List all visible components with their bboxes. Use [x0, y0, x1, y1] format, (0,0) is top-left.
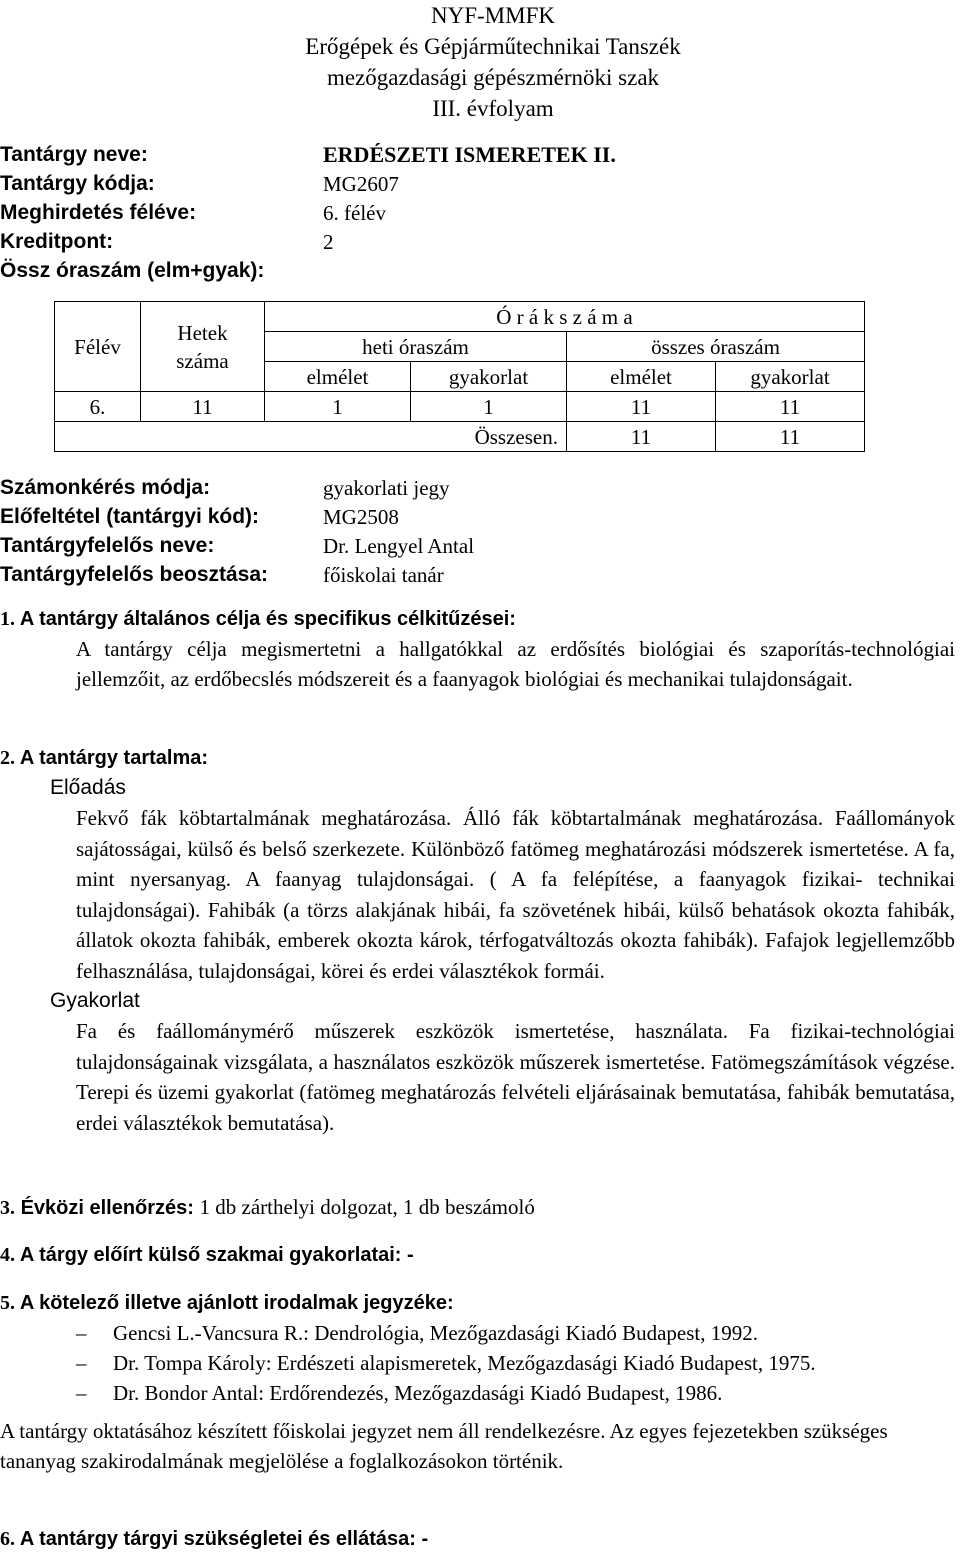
- table-cell: 11: [567, 422, 716, 452]
- table-header-orak: Ó r á k s z á m a: [265, 302, 865, 332]
- info-row-credit: [0, 227, 960, 256]
- course-info: [0, 140, 960, 285]
- list-item-text: Dr. Tompa Károly: Erdészeti alapismeretek, Mezőgazdasági Kiadó Budapest, 1975.: [113, 1351, 816, 1375]
- section-heading: [0, 1240, 960, 1270]
- section-3: [0, 1192, 960, 1223]
- subsection-gyakorlat: Gyakorlat: [50, 989, 140, 1012]
- info-label: Kreditpont:: [0, 230, 114, 253]
- info-label: Tantárgyfelelős beosztása:: [0, 563, 269, 586]
- table-header-gyakorlat: gyakorlat: [411, 362, 567, 392]
- section-number: 3.: [0, 1197, 15, 1219]
- info-row-exam: [0, 473, 960, 502]
- section-title: A tantárgy tartalma:: [19, 747, 209, 769]
- section-heading: [0, 743, 960, 773]
- list-item: [0, 1378, 960, 1408]
- document-header: [0, 0, 960, 124]
- total-label: Összesen.: [55, 422, 567, 452]
- table-header-gyakorlat: gyakorlat: [716, 362, 865, 392]
- subsection-eloadas: Előadás: [50, 776, 126, 799]
- table-cell: 11: [141, 392, 265, 422]
- info-label: Előfeltétel (tantárgyi kód):: [0, 505, 260, 528]
- info-row-code: [0, 169, 960, 198]
- table-cell: 11: [567, 392, 716, 422]
- header-text: Hetek: [177, 320, 228, 345]
- section-title: A tárgy előírt külső szakmai gyakorlatai: -: [19, 1244, 414, 1266]
- info-label: Tantárgy neve:: [0, 143, 148, 166]
- course-name-value: ERDÉSZETI ISMERETEK II.: [323, 142, 616, 167]
- table-header-heti: heti óraszám: [265, 332, 567, 362]
- hours-table: [54, 301, 865, 452]
- table-header-elmelet: elmélet: [265, 362, 411, 392]
- section-number: 6.: [0, 1528, 15, 1550]
- section-5: [0, 1288, 960, 1476]
- table-total-row: [55, 422, 865, 452]
- info-row-responsible: [0, 531, 960, 560]
- prereq-value: MG2508: [323, 505, 399, 529]
- table-header-osszes: összes óraszám: [567, 332, 865, 362]
- dash-bullet: –: [76, 1351, 87, 1375]
- table-cell: 1: [265, 392, 411, 422]
- section-number: 4.: [0, 1244, 15, 1266]
- info-label: Össz óraszám (elm+gyak):: [0, 259, 265, 282]
- section-heading: [0, 1524, 960, 1554]
- info-label: Számonkérés módja:: [0, 476, 211, 499]
- section-number: 2.: [0, 747, 15, 769]
- info-label: Meghirdetés féléve:: [0, 201, 197, 224]
- literature-list: [0, 1318, 960, 1408]
- list-item: [0, 1318, 960, 1348]
- section-6: [0, 1524, 960, 1554]
- list-item-text: Gencsi L.-Vancsura R.: Dendrológia, Mezőgazdasági Kiadó Budapest, 1992.: [113, 1321, 758, 1345]
- department-name: Erőgépek és Gépjárműtechnikai Tanszék: [305, 34, 681, 59]
- exam-value: gyakorlati jegy: [323, 476, 450, 500]
- dash-bullet: –: [76, 1321, 87, 1345]
- section-heading: [0, 1288, 960, 1318]
- section-heading: [0, 1192, 960, 1223]
- semester-value: 6. félév: [323, 201, 386, 225]
- section-title: A tantárgy általános célja és specifikus célkitűzései:: [19, 608, 516, 630]
- gyakorlat-text: Fa és faállománymérő műszerek eszközök ismertetése, használata. Fa fizikai-technológiai tulajdonságainak vizsgálata, a használatos eszközök műszerek ismertetése. Fatömegszámítások végzése. Terepi és üzemi gyakorlat (fatömeg meghatározás felvételi eljárásainak bemutatása, fahibák bemutatása, erdei választékok bemutatása).: [76, 1019, 955, 1135]
- course-info-2: [0, 473, 960, 589]
- faculty-name: NYF-MMFK: [431, 3, 555, 28]
- section-heading: [0, 604, 960, 634]
- section-4: [0, 1240, 960, 1270]
- table-row: [55, 392, 865, 422]
- position-value: főiskolai tanár: [323, 563, 444, 587]
- info-label: Tantárgyfelelős neve:: [0, 534, 215, 557]
- responsible-value: Dr. Lengyel Antal: [323, 534, 475, 558]
- section-number: 1.: [0, 608, 15, 630]
- section-title: Évközi ellenőrzés:: [20, 1197, 194, 1219]
- section-text: A tantárgy célja megismertetni a hallgatókkal az erdősítés biológiai és szaporítás-technológiai jellemzőit, az erdőbecslés módszereit és a faanyagok biológiai és mechanikai tulajdonságait.: [76, 637, 955, 691]
- table-cell: 6.: [55, 392, 141, 422]
- list-item: [0, 1348, 960, 1378]
- info-row-name: [0, 140, 960, 169]
- info-row-semester: [0, 198, 960, 227]
- credit-value: 2: [323, 230, 334, 254]
- table-cell: 11: [716, 422, 865, 452]
- course-code-value: MG2607: [323, 172, 399, 196]
- program-name: mezőgazdasági gépészmérnöki szak: [326, 65, 660, 90]
- section-number: 5.: [0, 1292, 15, 1314]
- header-text: száma: [176, 348, 229, 373]
- section-2: [0, 743, 960, 1138]
- table-cell: 1: [411, 392, 567, 422]
- table-cell: 11: [716, 392, 865, 422]
- eloadas-text: Fekvő fák köbtartalmának meghatározása. Álló fák köbtartalmának meghatározása. Faállományok sajátosságai, külső és belső szerkezete. Különböző fatömeg meghatározási módszerek ismertetése. A fa, mint nyersanyag. A faanyag tulajdonságai. ( A fa felépítése, a faanyagok fizikai- technikai tulajdonságai). Fahibák (a törzs alakjának hibái, fa szövetének hibái, külső behatások okozta fahibák, állatok okozta fahibák, emberek okozta károk, térfogatváltozás okozta fahibák). Fafajok legjellemzőbb felhasználása, tulajdonságai, körei és erdei választékok formái.: [76, 806, 955, 983]
- section-text: 1 db zárthelyi dolgozat, 1 db beszámoló: [199, 1195, 535, 1219]
- list-item-text: Dr. Bondor Antal: Erdőrendezés, Mezőgazdasági Kiadó Budapest, 1986.: [113, 1381, 723, 1405]
- info-row-position: [0, 560, 960, 589]
- section-1: [0, 604, 960, 694]
- literature-note: A tantárgy oktatásához készített főiskolai jegyzet nem áll rendelkezésre. Az egyes fejezetekben szükséges tananyag szakirodalmának megjelölése a foglalkozásokon történik.: [0, 1419, 888, 1473]
- table-header-elmelet: elmélet: [567, 362, 716, 392]
- info-label: Tantárgy kódja:: [0, 172, 155, 195]
- info-row-prereq: [0, 502, 960, 531]
- year-level: III. évfolyam: [432, 96, 554, 121]
- table-header-hetek: [141, 302, 265, 392]
- section-title: A tantárgy tárgyi szükségletei és ellátása: -: [19, 1528, 429, 1550]
- dash-bullet: –: [76, 1381, 87, 1405]
- info-row-hours: [0, 256, 960, 285]
- section-title: A kötelező illetve ajánlott irodalmak jegyzéke:: [19, 1292, 454, 1314]
- table-header-felev: Félév: [55, 302, 141, 392]
